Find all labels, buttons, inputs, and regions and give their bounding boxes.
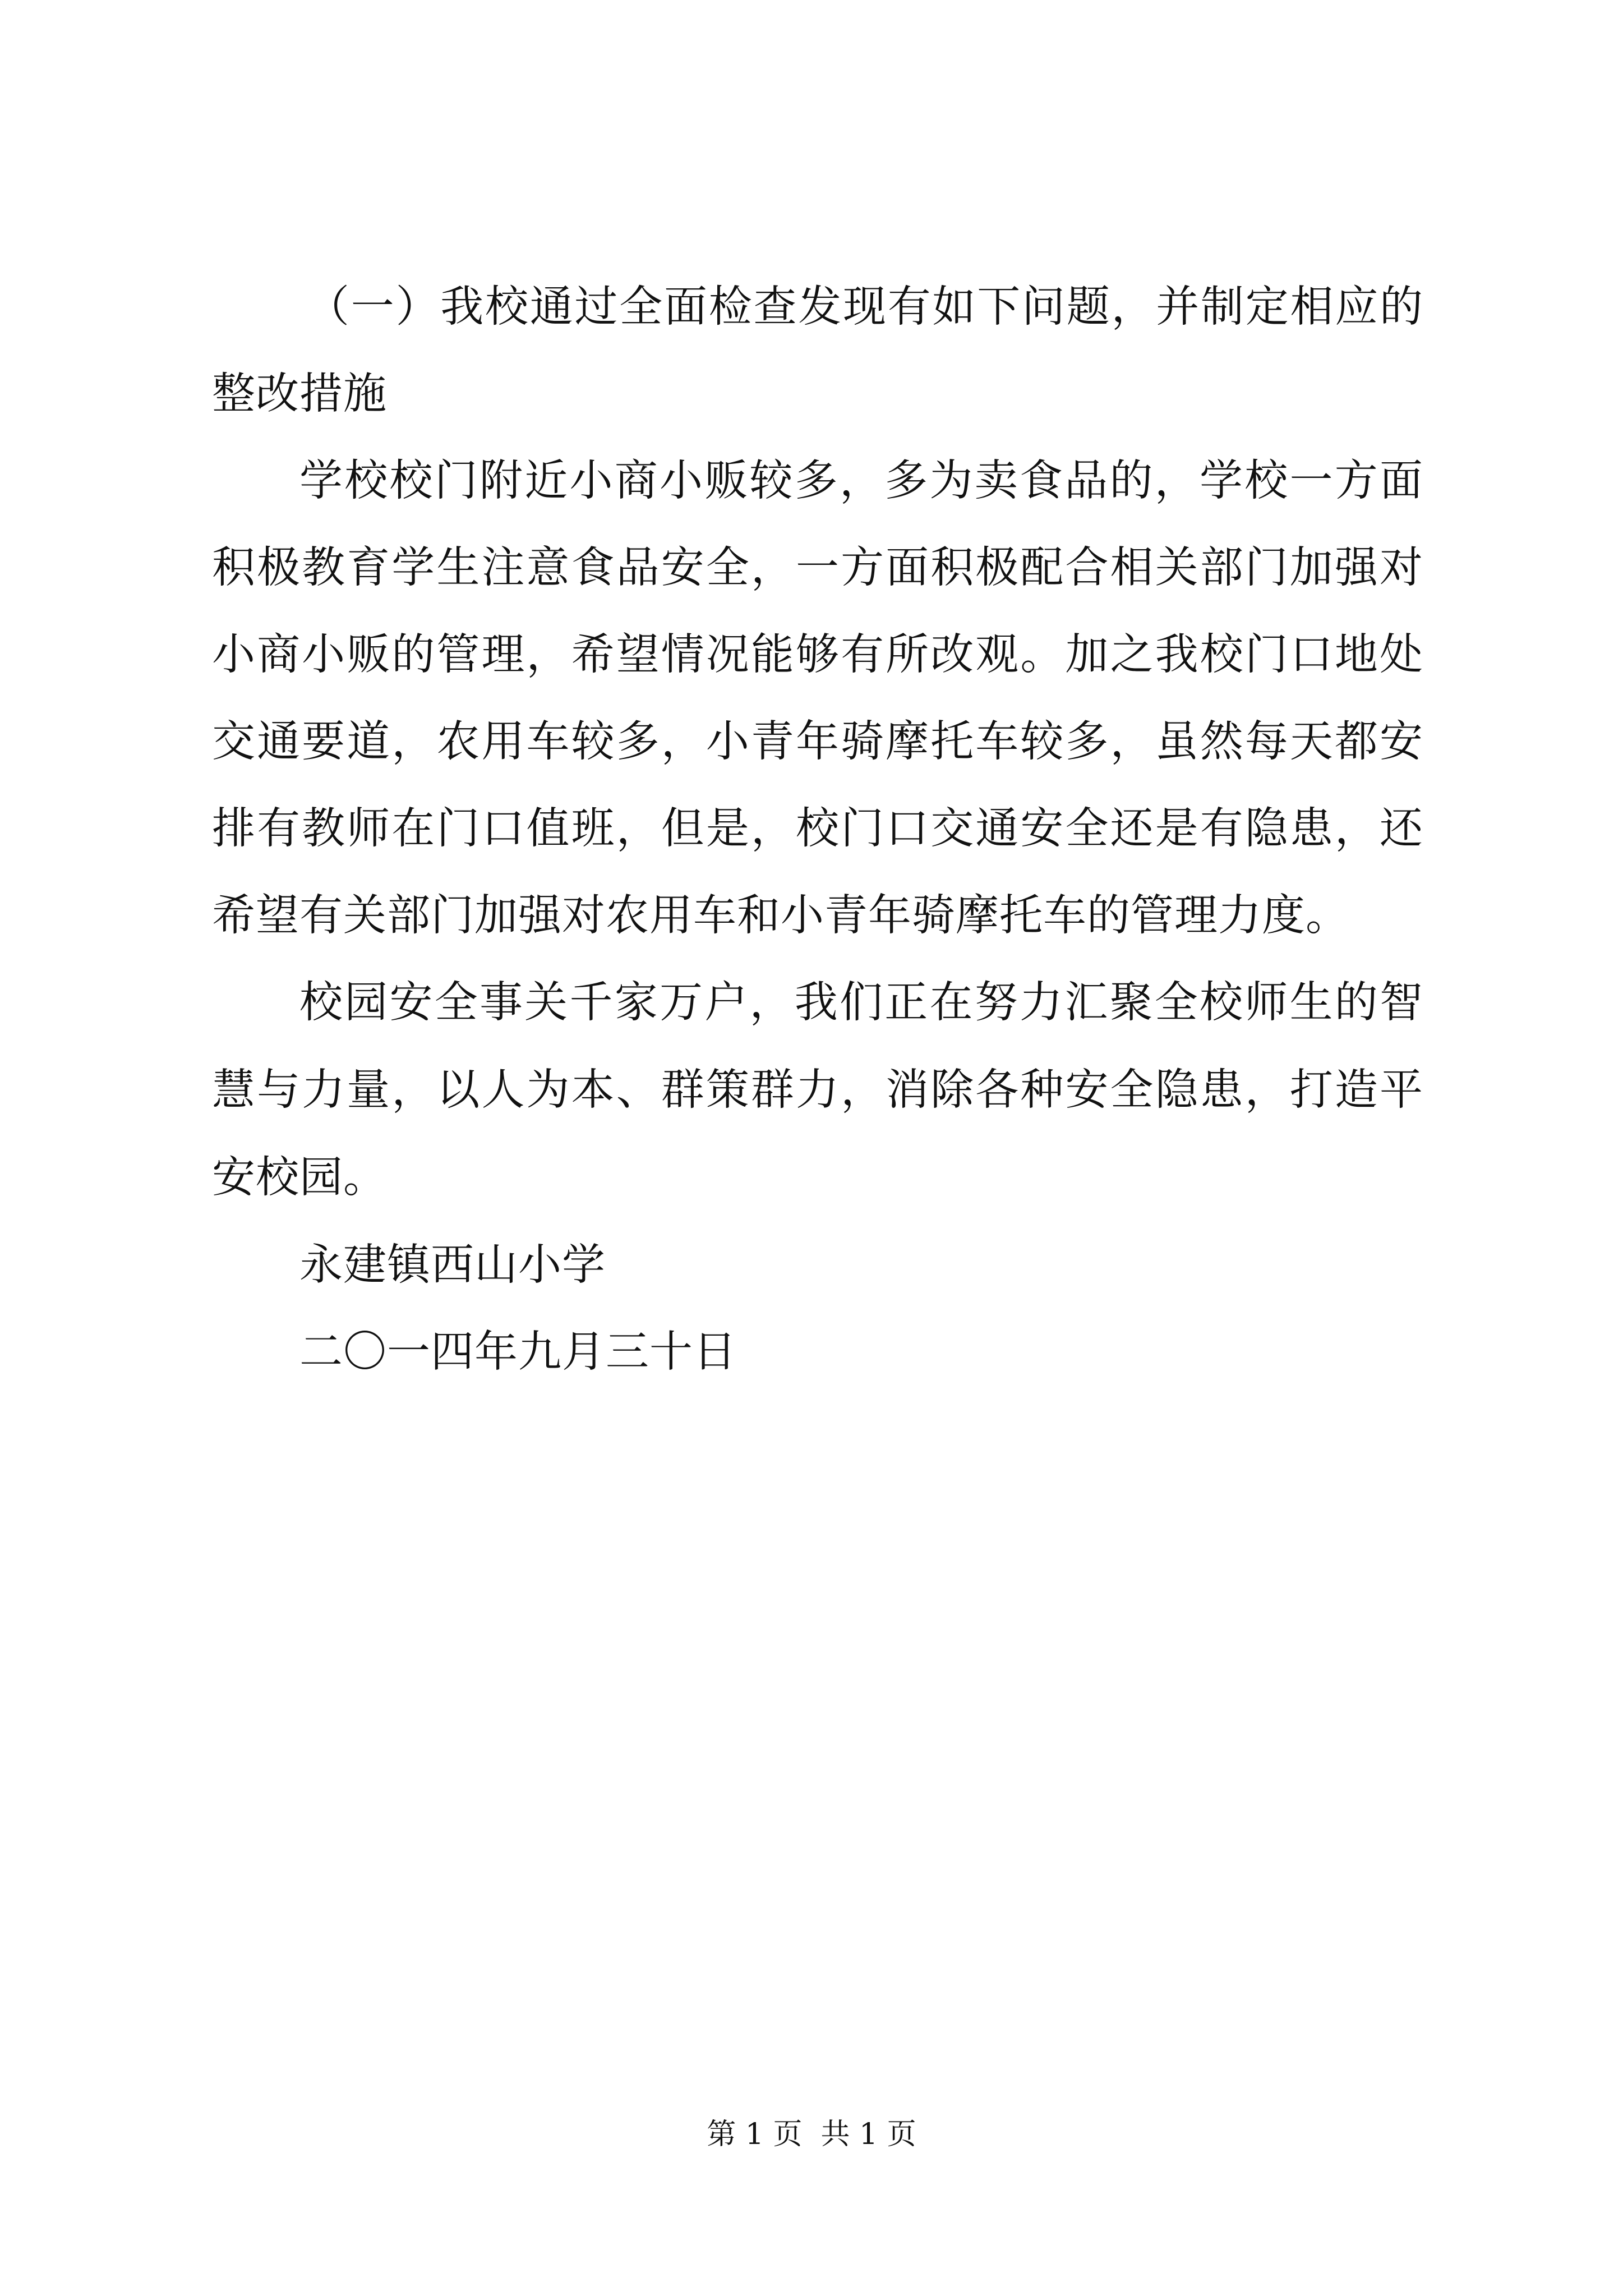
document-body [212, 264, 1423, 1396]
paragraph-issues-heading: （一）我校通过全面检查发现有如下问题，并制定相应的整改措施 [212, 282, 1423, 419]
page-number-label: 第 1 页 共 1 页 [707, 2118, 916, 2151]
page-footer [0, 2115, 1623, 2154]
paragraph-campus-safety: 校园安全事关千家万户，我们正在努力汇聚全校师生的智慧与力量，以人为本、群策群力，消除各种安全隐患，打造平安校园。 [212, 978, 1423, 1203]
signature-organization: 永建镇西山小学 [299, 1240, 606, 1290]
signature-date: 二〇一四年九月三十日 [299, 1327, 737, 1377]
paragraph-school-gate-issues: 学校校门附近小商小贩较多，多为卖食品的，学校一方面积极教育学生注意食品安全，一方面积极配合相关部门加强对小商小贩的管理，希望情况能够有所改观。加之我校门口地处交通要道，农用车较多，小青年骑摩托车较多，虽然每天都安排有教师在门口值班，但是，校门口交通安全还是有隐患，还希望有关部门加强对农用车和小青年骑摩托车的管理力度。 [212, 456, 1423, 941]
